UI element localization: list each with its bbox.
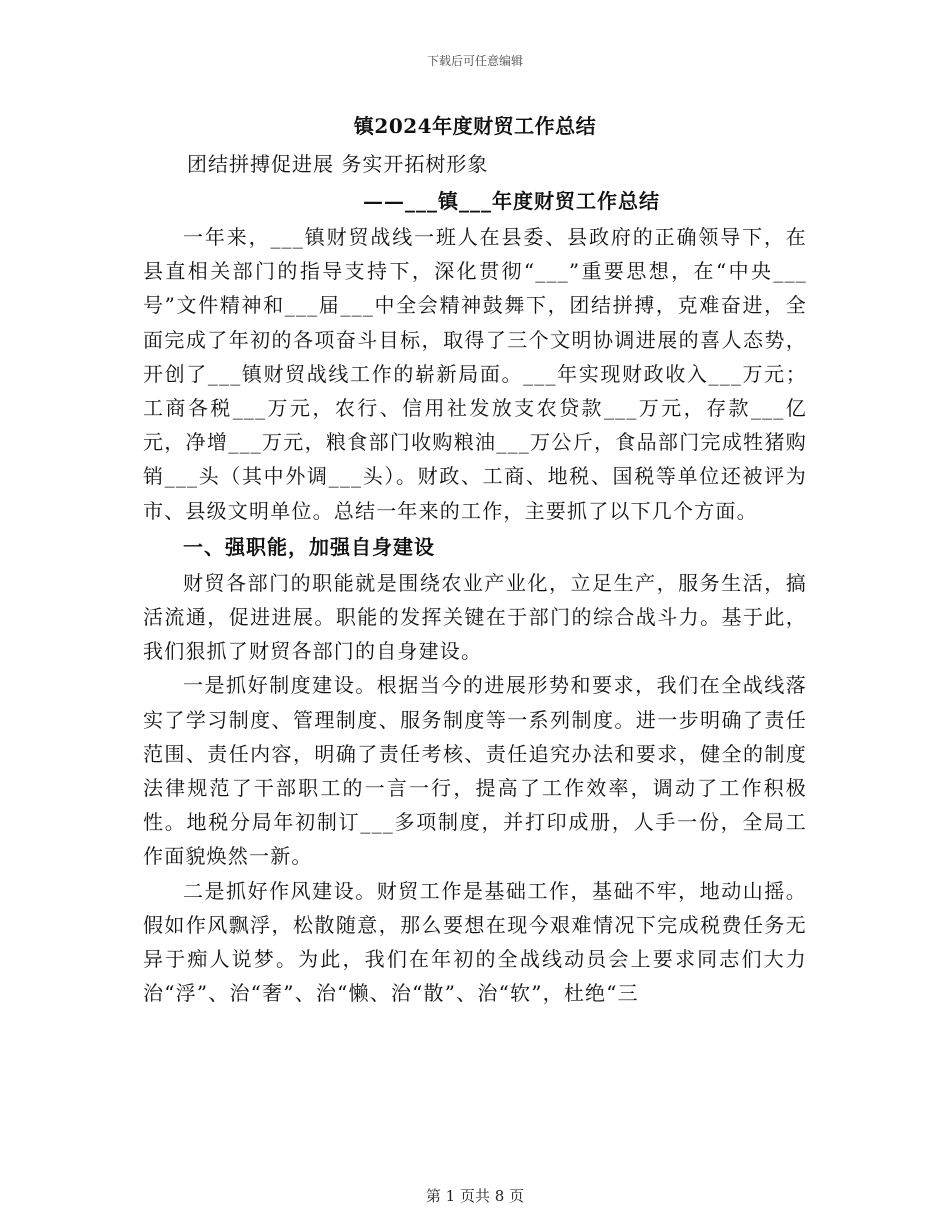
section-heading: 一、强职能，加强自身建设 xyxy=(183,534,435,559)
header-note: 下载后可任意编辑 xyxy=(426,54,523,68)
page-footer: 第 1 页共 8 页 xyxy=(425,1187,525,1205)
document-subtitle-secondary: ——___镇___年度财贸工作总结 xyxy=(363,189,660,213)
section-paragraph-2: 一是抓好制度建设。根据当今的进展形势和要求，我们在全战线落实了学习制度、管理制度、服务制度等一系列制度。进一步明确了责任范围、责任内容，明确了责任考核、责任追究办法和要求，健全的制度法律规范了干部职工的一言一行，提高了工作效率，调动了工作积极性。地税分局年初制订___多项制度，并打印成册，人手一份，全局工作面貌焕然一新。 xyxy=(143,673,807,869)
section-paragraph-1: 财贸各部门的职能就是围绕农业产业化，立足生产，服务生活，搞活流通，促进进展。职能的发挥关键在于部门的综合战斗力。基于此，我们狠抓了财贸各部门的自身建设。 xyxy=(143,570,807,664)
intro-paragraph: 一年来，___镇财贸战线一班人在县委、县政府的正确领导下，在县直相关部门的指导支持下，深化贯彻“___”重要思想，在“中央___号”文件精神和___届___中全会精神鼓舞下，团结拼搏，克难奋进，全面完成了年初的各项奋斗目标，取得了三个文明协调进展的喜人态势，开创了___镇财贸战线工作的崭新局面。___年实现财政收入___万元；工商各税___万元，农行、信用社发放支农贷款___万元，存款___亿元，净增___万元，粮食部门收购粮油___万公斤，食品部门完成牲猪购销___头（其中外调___头）。财政、工商、地税、国税等单位还被评为市、县级文明单位。总结一年来的工作，主要抓了以下几个方面。 xyxy=(143,225,807,523)
document-subtitle: 团结拼搏促进展 务实开拓树形象 xyxy=(187,152,489,176)
document-body xyxy=(143,106,807,1010)
section-paragraph-3: 二是抓好作风建设。财贸工作是基础工作，基础不牢，地动山摇。假如作风飘浮，松散随意，那么要想在现今艰难情况下完成税费任务无异于痴人说梦。为此，我们在年初的全战线动员会上要求同志们大力治“浮”、治“奢”、治“懒、治“散”、治“软”，杜绝“三 xyxy=(143,878,807,1006)
document-title: 镇2024年度财贸工作总结 xyxy=(353,114,597,138)
